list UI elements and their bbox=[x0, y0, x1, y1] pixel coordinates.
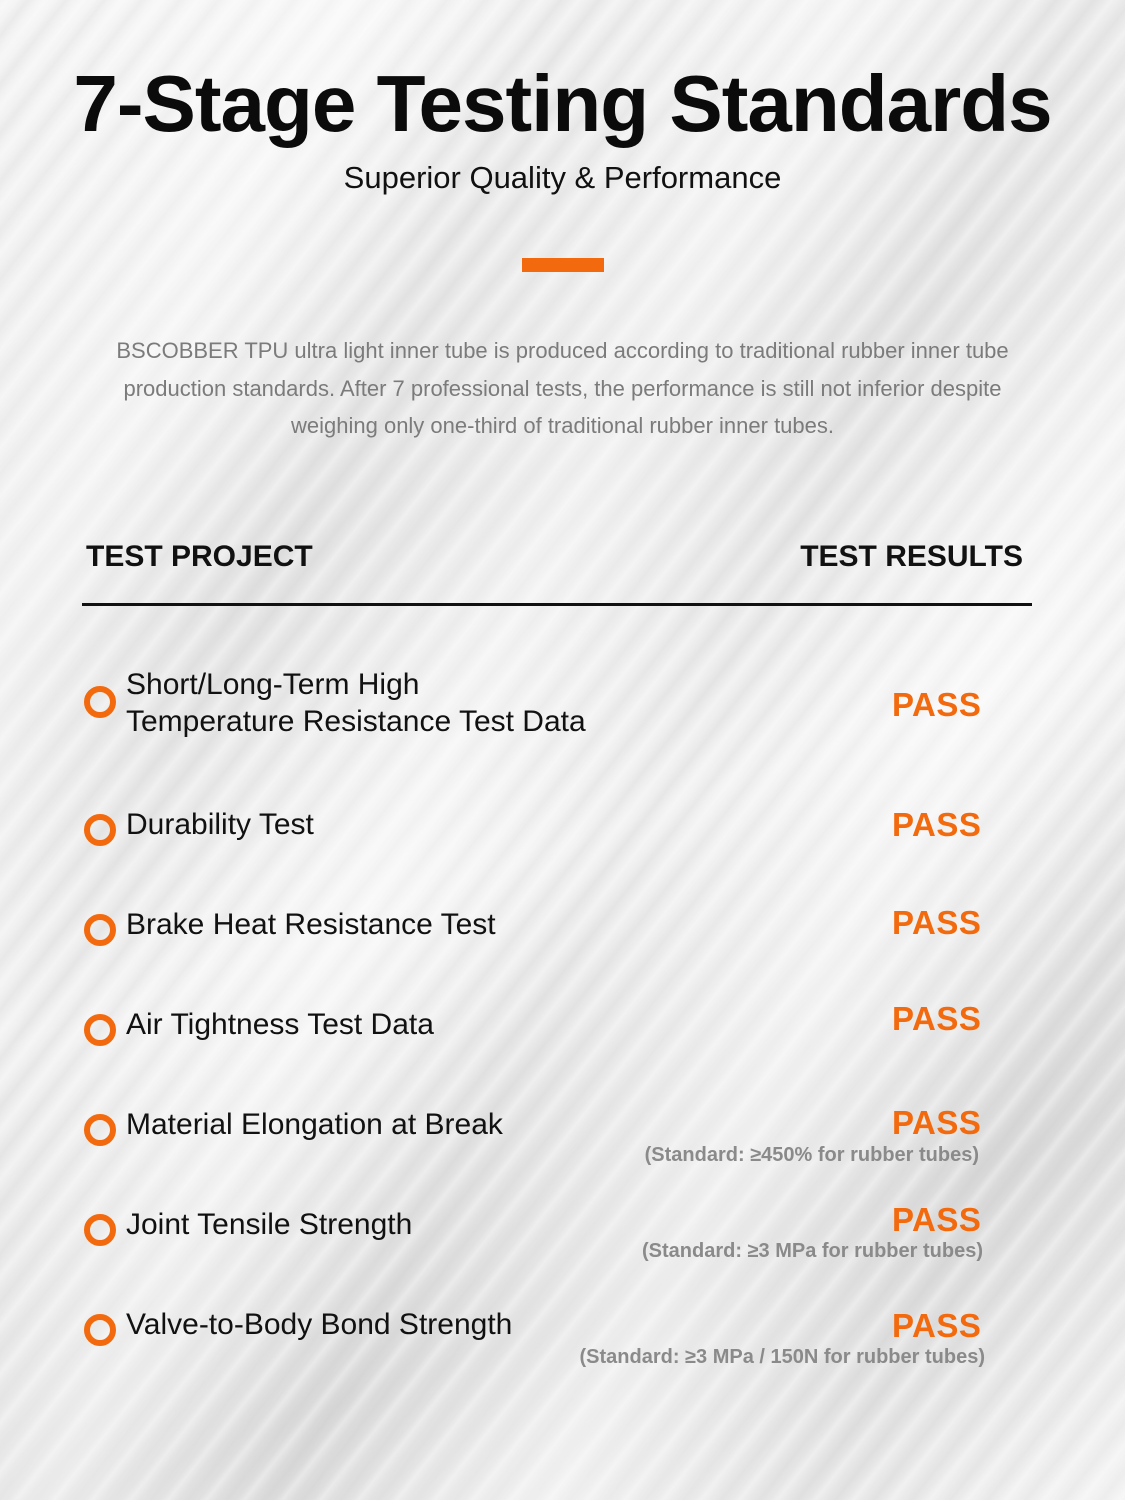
test-result-pass: PASS bbox=[892, 806, 982, 843]
column-header-test-project: TEST PROJECT bbox=[86, 540, 313, 573]
ring-bullet-icon bbox=[84, 814, 116, 846]
table-row bbox=[0, 1201, 1125, 1270]
page-title: 7-Stage Testing Standards bbox=[73, 59, 1052, 148]
test-project-label: Brake Heat Resistance Test bbox=[126, 908, 496, 941]
test-result-pass: PASS bbox=[892, 1104, 982, 1141]
table-row bbox=[0, 664, 1125, 754]
test-standard-note: (Standard: ≥450% for rubber tubes) bbox=[644, 1144, 979, 1166]
table-row bbox=[0, 1306, 1125, 1370]
table-row bbox=[0, 1000, 1125, 1050]
test-result-pass: PASS bbox=[892, 904, 982, 941]
test-result-pass: PASS bbox=[892, 1201, 982, 1238]
ring-bullet-icon bbox=[84, 1014, 116, 1046]
page-subtitle: Superior Quality & Performance bbox=[343, 160, 782, 195]
ring-bullet-icon bbox=[84, 1314, 116, 1346]
ring-bullet-icon bbox=[84, 1114, 116, 1146]
ring-bullet-icon bbox=[84, 686, 116, 718]
table-row bbox=[0, 906, 1125, 950]
test-result-pass: PASS bbox=[892, 1307, 982, 1344]
table-row bbox=[0, 806, 1125, 850]
test-standard-note: (Standard: ≥3 MPa for rubber tubes) bbox=[641, 1240, 983, 1262]
test-project-label-line2: Temperature Resistance Test Data bbox=[126, 705, 586, 738]
test-project-label: Durability Test bbox=[126, 808, 314, 841]
ring-bullet-icon bbox=[84, 1214, 116, 1246]
test-result-pass: PASS bbox=[892, 686, 982, 723]
test-project-label: Material Elongation at Break bbox=[126, 1108, 503, 1141]
ring-bullet-icon bbox=[84, 914, 116, 946]
column-header-test-results: TEST RESULTS bbox=[800, 540, 1023, 573]
test-project-label: Air Tightness Test Data bbox=[126, 1008, 434, 1041]
table-row bbox=[0, 1106, 1125, 1170]
table-header-divider bbox=[82, 603, 1032, 606]
test-project-label: Joint Tensile Strength bbox=[126, 1208, 413, 1241]
test-project-label-line1: Short/Long-Term High bbox=[126, 668, 420, 701]
intro-paragraph: BSCOBBER TPU ultra light inner tube is produced according to traditional rubber inner tube production standards. After 7 professional tests, the performance is still not inferior despite weighing only one-third of traditional rubber inner tubes. bbox=[116, 338, 1009, 438]
test-standard-note: (Standard: ≥3 MPa / 150N for rubber tubes) bbox=[579, 1346, 985, 1368]
test-result-pass: PASS bbox=[892, 1000, 982, 1037]
test-project-label bbox=[126, 666, 586, 740]
test-project-label: Valve-to-Body Bond Strength bbox=[126, 1308, 513, 1341]
accent-divider bbox=[522, 258, 604, 272]
